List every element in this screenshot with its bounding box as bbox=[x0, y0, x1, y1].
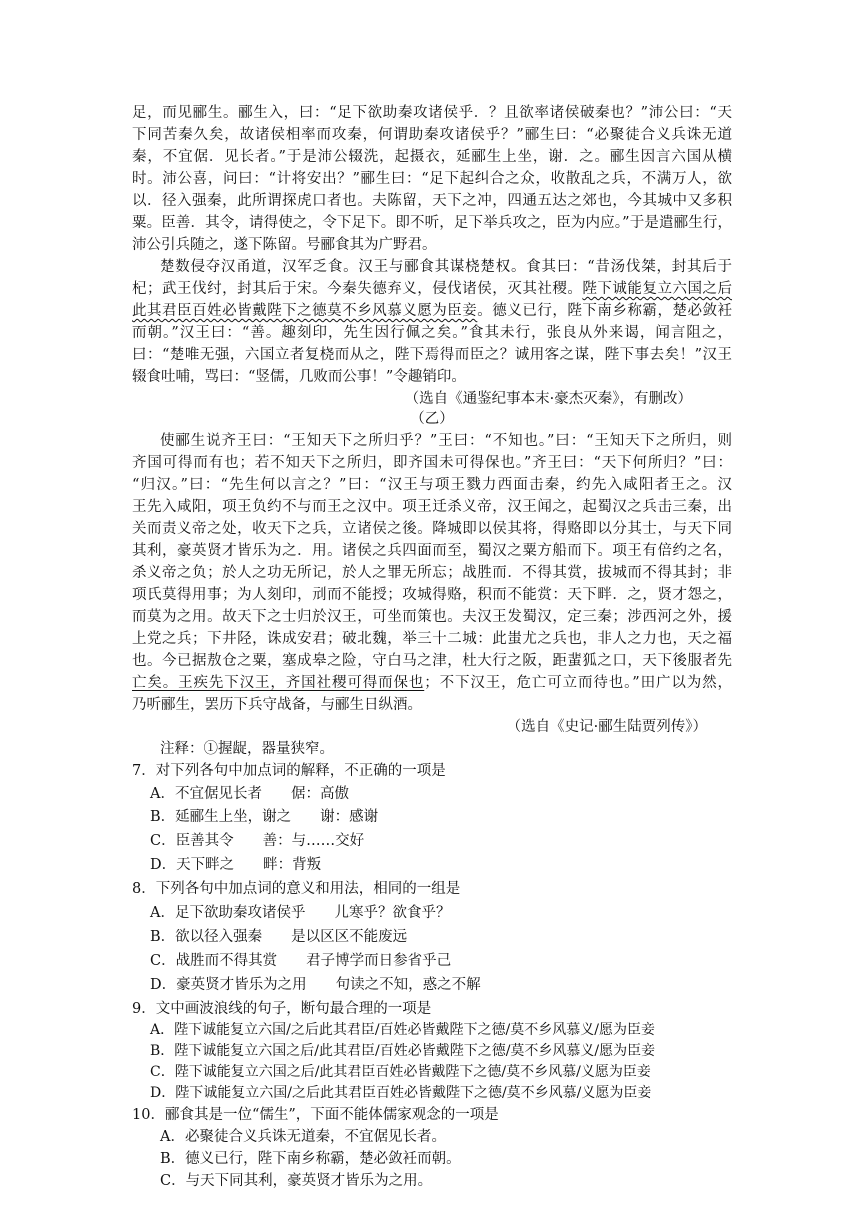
passage-jia-line bbox=[132, 300, 732, 322]
passage-text: 。德义已行，陛下南乡称霸，楚必敛衽 bbox=[477, 303, 733, 319]
passage-yi-line: 齐国可得而有也；若不知天下之所归，即齐国未可得保也。”齐王曰：“天下何所归？”曰： bbox=[132, 455, 732, 471]
passage-jia-line: 辍食吐哺，骂曰：“竖儒，几败而公事！”令趣销印。 bbox=[132, 369, 466, 385]
passage-jia-line: 下同苦秦久矣，故诸侯相率而攻秦，何谓助秦攻诸侯乎？”郦生曰：“必聚徒合义兵诛无道 bbox=[132, 127, 732, 143]
passage-jia-line: 曰：“楚唯无强，六国立者复桡而从之，陛下焉得而臣之？诚用客之谋，陛下事去矣！”汉王 bbox=[132, 347, 732, 363]
question-7-option-d: D．天下畔之 畔：背叛 bbox=[150, 857, 322, 873]
passage-yi-line: 也。今已据敖仓之粟，塞成皋之险，守白马之津，杜大行之阪，距蜚狐之口，天下後服者先 bbox=[132, 653, 732, 669]
wavy-underlined-sentence: 此其君臣百姓必皆戴陛下之德莫不乡风慕义愿为臣妾 bbox=[132, 303, 478, 319]
question-9-stem: 9．文中画波浪线的句子，断句最合理的一项是 bbox=[132, 1001, 432, 1017]
question-8-option-b: B．欲以径入强秦 是以区区不能废远 bbox=[150, 929, 408, 945]
question-7-option-a: A．不宜倨见长者 倨：高傲 bbox=[150, 786, 349, 802]
passage-jia-line: 秦，不宜倨．见长者。”于是沛公辍洗，起摄衣，延郦生上坐，谢．之。郦生因言六国从横 bbox=[132, 149, 732, 165]
question-8-option-c: C．战胜而不得其赏 君子博学而日参省乎己 bbox=[150, 953, 452, 969]
wavy-underlined-sentence: 陛下诚能复立六国之后 bbox=[582, 281, 733, 297]
passage-jia-line: 楚数侵夺汉甬道，汉军乏食。汉王与郦食其谋桡楚权。食其曰：“昔汤伐桀，封其后于 bbox=[160, 259, 732, 275]
question-10-option-b: B．德义已行，陛下南乡称霸，楚必敛衽而朝。 bbox=[160, 1151, 461, 1167]
underlined-sentence: 亡矣。王疾先下汉王，齐国社稷可得而保也 bbox=[132, 675, 425, 691]
question-9-option-a: A．陛下诚能复立六国/之后此其君臣/百姓必皆戴陛下之德/莫不乡风慕义/愿为臣妾 bbox=[150, 1022, 655, 1038]
question-7-option-c: C．臣善其令 善：与……交好 bbox=[150, 833, 365, 849]
passage-yi-line: 王先入咸阳，项王负约不与而王之汉中。项王迁杀义帝，汉王闻之，起蜀汉之兵击三秦，出 bbox=[132, 499, 732, 515]
passage-yi-line: 上党之兵；下井陉，诛成安君；破北魏，举三十二城：此蚩尤之兵也，非人之力也，天之福 bbox=[132, 631, 732, 647]
passage-jia-line: 而朝。”汉王曰：“善。趣刻印，先生因行佩之矣。”食其未行，张良从外来谒，闻言阻之， bbox=[132, 325, 732, 341]
question-8-option-a: A．足下欲助秦攻诸侯乎 儿寒乎？欲食乎？ bbox=[150, 905, 451, 921]
passage-text: ；不下汉王，危亡可立而待也。”田广以为然， bbox=[424, 675, 732, 691]
passage-jia-line: 时。沛公喜，问曰：“计将安出？”郦生曰：“足下起纠合之众，收散乱之兵，不满万人，欲 bbox=[132, 171, 732, 187]
passage-jia-line bbox=[132, 278, 732, 300]
passage-jia-line: 粟。臣善．其令，请得使之，令下足下。即不听，足下举兵攻之，臣为内应。”于是遣郦生行， bbox=[132, 215, 732, 231]
question-10-stem: 10．郦食其是一位“儒生”，下面不能体儒家观念的一项是 bbox=[132, 1107, 499, 1123]
question-8-stem: 8．下列各句中加点词的意义和用法，相同的一组是 bbox=[132, 881, 461, 897]
passage-yi-line bbox=[132, 672, 732, 694]
question-10-option-a: A．必聚徒合义兵诛无道秦，不宜倨见长者。 bbox=[160, 1129, 446, 1145]
passage-jia-line: 以．径入强秦，此所谓探虎口者也。夫陈留，天下之冲，四通五达之郊也，今其城中又多积 bbox=[132, 193, 732, 209]
question-9-option-c: C．陛下诚能复立六国之后/此其君臣百姓必皆戴陛下之德/莫不乡风慕/义愿为臣妾 bbox=[150, 1064, 651, 1080]
question-8-option-d: D．豪英贤才皆乐为之用 句读之不知，惑之不解 bbox=[150, 977, 481, 993]
passage-yi-line: 乃听郦生，罢历下兵守战备，与郦生日纵酒。 bbox=[132, 697, 422, 713]
question-7-stem: 7．对下列各句中加点词的解释，不正确的一项是 bbox=[132, 763, 446, 779]
passage-jia-line: 沛公引兵随之，遂下陈留。号郦食其为广野君。 bbox=[132, 237, 437, 253]
passage-yi-line: 杀义帝之负；於人之功无所记，於人之罪无所忘；战胜而．不得其赏，拔城而不得其封；非 bbox=[132, 565, 732, 581]
question-9-option-d: D．陛下诚能复立六国/之后此其君臣百姓必皆戴陛下之德/莫不乡风慕/义愿为臣妾 bbox=[150, 1085, 652, 1101]
source-citation: （选自《史记·郦生陆贾列传》） bbox=[506, 719, 707, 735]
section-heading-yi: （乙） bbox=[410, 411, 454, 427]
passage-yi-line: 而莫为之用。故天下之士归於汉王，可坐而策也。夫汉王发蜀汉，定三秦；涉西河之外，援 bbox=[132, 609, 732, 625]
passage-yi-line: 项氏莫得用事；为人刻印，刓而不能授；攻城得赂，积而不能赏：天下畔．之，贤才怨之， bbox=[132, 587, 732, 603]
passage-yi-line: 关而责义帝之处，收天下之兵，立诸侯之後。降城即以侯其将，得赂即以分其士，与天下同 bbox=[132, 521, 732, 537]
question-9-option-b: B．陛下诚能复立六国之后/此其君臣/百姓必皆戴陛下之德/莫不乡风慕义/愿为臣妾 bbox=[150, 1043, 656, 1059]
passage-text: 杞；武王伐纣，封其后于宋。今秦失德弃义，侵伐诸侯，灭其社稷。 bbox=[132, 281, 583, 297]
source-citation: （选自《通鉴纪事本末·豪杰灭秦》，有删改） bbox=[404, 391, 692, 407]
passage-yi-line: “归汉。”曰：“先生何以言之？”曰：“汉王与项王戮力西面击秦，约先入咸阳者王之。汉 bbox=[132, 477, 732, 493]
passage-yi-line: 其利，豪英贤才皆乐为之．用。诸侯之兵四面而至，蜀汉之粟方船而下。项王有倍约之名， bbox=[132, 543, 732, 559]
footnote: 注释：①握龊，器量狭窄。 bbox=[160, 741, 334, 757]
passage-jia-line: 足，而见郦生。郦生入，曰：“足下欲助秦攻诸侯乎．？且欲率诸侯破秦也？”沛公曰：“天 bbox=[132, 105, 732, 121]
question-7-option-b: B．延郦生上坐，谢之 谢：感谢 bbox=[150, 809, 379, 825]
question-10-option-c: C．与天下同其利，豪英贤才皆乐为之用。 bbox=[160, 1173, 433, 1189]
passage-yi-line: 使郦生说齐王曰：“王知天下之所归乎？”王曰：“不知也。”曰：“王知天下之所归，则 bbox=[160, 433, 732, 449]
